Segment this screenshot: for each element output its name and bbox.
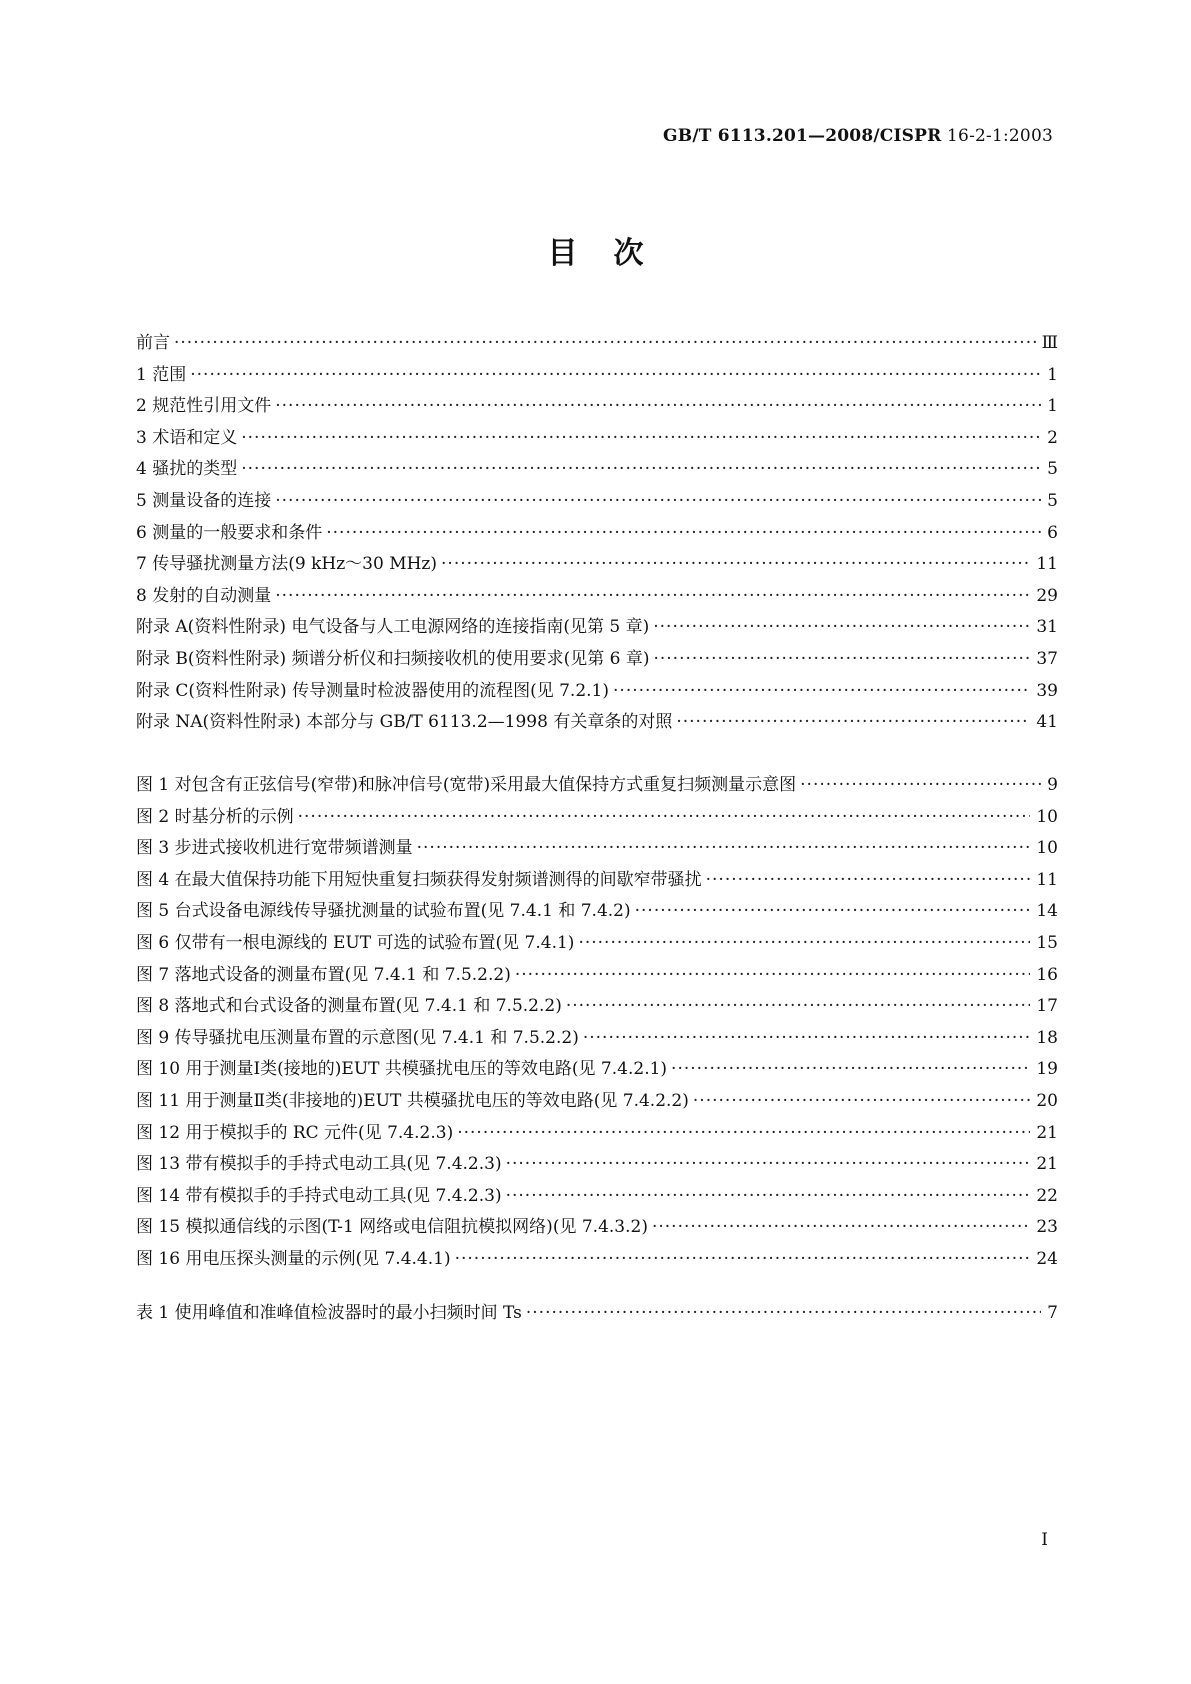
figure-entry-10[interactable]	[136, 1054, 1058, 1086]
figure-entry-label: 图 6 仅带有一根电源线的 EUT 可选的试验布置(见 7.4.1)	[136, 932, 575, 953]
figure-entry-page: 24	[1036, 1248, 1058, 1269]
toc-entry-label: 附录 B(资料性附录) 频谱分析仪和扫频接收机的使用要求(见第 6 章)	[136, 648, 650, 669]
toc-entry-label: 附录 NA(资料性附录) 本部分与 GB/T 6113.2—1998 有关章条的对照	[136, 712, 673, 733]
figure-entry-page: 22	[1036, 1185, 1058, 1206]
leader-dots	[566, 996, 1031, 1016]
figure-entry-page: 21	[1036, 1154, 1058, 1175]
figure-entry-label: 图 4 在最大值保持功能下用短快重复扫频获得发射频谱测得的间歇窄带骚扰	[136, 869, 702, 890]
leader-dots	[693, 1091, 1030, 1111]
figure-entry-page: 16	[1036, 964, 1058, 985]
figure-entry-4[interactable]	[136, 865, 1058, 897]
figure-entry-label: 图 16 用电压探头测量的示例(见 7.4.4.1)	[136, 1248, 451, 1269]
leader-dots	[653, 617, 1030, 637]
toc-entry-label: 6 测量的一般要求和条件	[136, 522, 323, 543]
leader-dots	[506, 1154, 1031, 1174]
figure-entry-16[interactable]	[136, 1244, 1058, 1276]
toc-entry-page: 11	[1036, 554, 1058, 575]
leader-dots	[676, 712, 1030, 732]
figure-entry-label: 图 15 模拟通信线的示图(T-1 网络或电信阻抗模拟网络)(见 7.4.3.2)	[136, 1217, 648, 1238]
toc-entry-annex-c[interactable]	[136, 676, 1058, 708]
toc-entry-3[interactable]	[136, 423, 1058, 455]
toc-main-list	[136, 328, 1058, 739]
figure-entry-page: 15	[1036, 932, 1058, 953]
leader-dots	[174, 333, 1036, 353]
toc-entry-label: 附录 A(资料性附录) 电气设备与人工电源网络的连接指南(见第 5 章)	[136, 617, 650, 638]
toc-entry-page: 37	[1036, 648, 1058, 669]
figure-entry-label: 图 9 传导骚扰电压测量布置的示意图(见 7.4.1 和 7.5.2.2)	[136, 1027, 579, 1048]
figure-entry-page: 9	[1047, 775, 1058, 795]
figure-entry-page: 20	[1036, 1090, 1058, 1111]
toc-entry-label: 7 传导骚扰测量方法(9 kHz～30 MHz)	[136, 554, 438, 575]
toc-entry-label: 1 范围	[136, 364, 187, 385]
figure-entry-label: 图 2 时基分析的示例	[136, 806, 294, 827]
leader-dots	[526, 1303, 1041, 1323]
table-entry-page: 7	[1047, 1303, 1058, 1323]
leader-dots	[583, 1028, 1031, 1048]
toc-entry-label: 附录 C(资料性附录) 传导测量时检波器使用的流程图(见 7.2.1)	[136, 680, 610, 701]
toc-entry-page: 5	[1047, 490, 1058, 511]
leader-dots	[441, 554, 1030, 574]
toc-entry-page: 29	[1036, 585, 1058, 606]
leader-dots	[417, 838, 1031, 858]
leader-dots	[706, 870, 1031, 890]
figure-entry-12[interactable]	[136, 1118, 1058, 1150]
toc-entry-label: 2 规范性引用文件	[136, 396, 272, 417]
figure-entry-page: 10	[1036, 838, 1058, 859]
leader-dots	[275, 586, 1030, 606]
figure-entry-8[interactable]	[136, 991, 1058, 1023]
leader-dots	[515, 965, 1031, 985]
toc-figures-list	[136, 770, 1058, 1276]
figure-entry-7[interactable]	[136, 960, 1058, 992]
leader-dots	[455, 1249, 1031, 1269]
toc-entry-6[interactable]	[136, 518, 1058, 550]
figure-entry-1[interactable]	[136, 770, 1058, 802]
figure-entry-label: 图 12 用于模拟手的 RC 元件(见 7.4.2.3)	[136, 1122, 454, 1143]
toc-entry-1[interactable]	[136, 360, 1058, 392]
figure-entry-page: 21	[1036, 1122, 1058, 1143]
leader-dots	[578, 933, 1030, 953]
figure-entry-2[interactable]	[136, 802, 1058, 834]
figure-entry-15[interactable]	[136, 1212, 1058, 1244]
figure-entry-label: 图 3 步进式接收机进行宽带频谱测量	[136, 838, 413, 859]
toc-entry-page: Ⅲ	[1041, 333, 1058, 353]
standard-tail: 16-2-1:2003	[941, 126, 1053, 146]
toc-entry-4[interactable]	[136, 454, 1058, 486]
toc-entry-page: 39	[1036, 680, 1058, 701]
toc-entry-page: 41	[1036, 712, 1058, 733]
figure-entry-page: 11	[1036, 869, 1058, 890]
toc-entry-foreword[interactable]	[136, 328, 1058, 360]
toc-entry-annex-na[interactable]	[136, 707, 1058, 739]
toc-entry-label: 5 测量设备的连接	[136, 490, 272, 511]
leader-dots	[298, 807, 1031, 827]
toc-entry-page: 1	[1047, 396, 1058, 417]
toc-entry-annex-b[interactable]	[136, 644, 1058, 676]
standard-header	[663, 126, 1053, 146]
toc-entry-annex-a[interactable]	[136, 612, 1058, 644]
page-number: I	[1041, 1530, 1048, 1550]
figure-entry-page: 18	[1036, 1027, 1058, 1048]
toc-entry-7[interactable]	[136, 549, 1058, 581]
leader-dots	[652, 1217, 1030, 1237]
figure-entry-6[interactable]	[136, 928, 1058, 960]
figure-entry-label: 图 8 落地式和台式设备的测量布置(见 7.4.1 和 7.5.2.2)	[136, 996, 562, 1017]
figure-entry-label: 图 1 对包含有正弦信号(窄带)和脉冲信号(宽带)采用最大值保持方式重复扫频测量示意图	[136, 775, 797, 795]
leader-dots	[326, 523, 1041, 543]
leader-dots	[800, 775, 1041, 795]
page-title: 目次	[547, 236, 680, 271]
toc-entry-label: 前言	[136, 333, 170, 353]
toc-entry-page: 31	[1036, 617, 1058, 638]
figure-entry-14[interactable]	[136, 1181, 1058, 1213]
figure-entry-3[interactable]	[136, 833, 1058, 865]
figure-entry-9[interactable]	[136, 1023, 1058, 1055]
figure-entry-11[interactable]	[136, 1086, 1058, 1118]
leader-dots	[457, 1123, 1030, 1143]
leader-dots	[506, 1186, 1031, 1206]
figure-entry-label: 图 13 带有模拟手的手持式电动工具(见 7.4.2.3)	[136, 1154, 502, 1175]
table-entry-label: 表 1 使用峰值和准峰值检波器时的最小扫频时间 Ts	[136, 1303, 522, 1323]
leader-dots	[671, 1059, 1030, 1079]
figure-entry-label: 图 14 带有模拟手的手持式电动工具(见 7.4.2.3)	[136, 1185, 502, 1206]
toc-entry-page: 2	[1047, 427, 1058, 448]
toc-entry-label: 4 骚扰的类型	[136, 459, 238, 480]
leader-dots	[653, 649, 1030, 669]
figure-entry-label: 图 5 台式设备电源线传导骚扰测量的试验布置(见 7.4.1 和 7.4.2)	[136, 901, 631, 922]
toc-entry-page: 5	[1047, 459, 1058, 480]
leader-dots	[613, 681, 1030, 701]
leader-dots	[190, 365, 1041, 385]
figure-entry-13[interactable]	[136, 1149, 1058, 1181]
toc-entry-label: 3 术语和定义	[136, 427, 238, 448]
figure-entry-5[interactable]	[136, 896, 1058, 928]
table-entry-1[interactable]	[136, 1298, 1058, 1330]
leader-dots	[241, 428, 1041, 448]
toc-entry-page: 1	[1047, 364, 1058, 385]
toc-entry-2[interactable]	[136, 391, 1058, 423]
standard-id: GB/T 6113.201—2008/CISPR	[663, 126, 942, 146]
toc-entry-8[interactable]	[136, 581, 1058, 613]
figure-entry-page: 19	[1036, 1059, 1058, 1080]
figure-entry-label: 图 7 落地式设备的测量布置(见 7.4.1 和 7.5.2.2)	[136, 964, 511, 985]
figure-entry-page: 23	[1036, 1217, 1058, 1238]
figure-entry-page: 10	[1036, 806, 1058, 827]
figure-entry-label: 图 11 用于测量Ⅱ类(非接地的)EUT 共模骚扰电压的等效电路(见 7.4.2.2)	[136, 1090, 689, 1111]
leader-dots	[275, 491, 1041, 511]
toc-tables-list	[136, 1298, 1058, 1330]
leader-dots	[241, 459, 1041, 479]
leader-dots	[635, 901, 1031, 921]
figure-entry-page: 14	[1036, 901, 1058, 922]
leader-dots	[275, 396, 1041, 416]
figure-entry-page: 17	[1036, 996, 1058, 1017]
toc-entry-label: 8 发射的自动测量	[136, 585, 272, 606]
toc-entry-5[interactable]	[136, 486, 1058, 518]
figure-entry-label: 图 10 用于测量Ⅰ类(接地的)EUT 共模骚扰电压的等效电路(见 7.4.2.1)	[136, 1059, 668, 1080]
toc-entry-page: 6	[1047, 522, 1058, 543]
